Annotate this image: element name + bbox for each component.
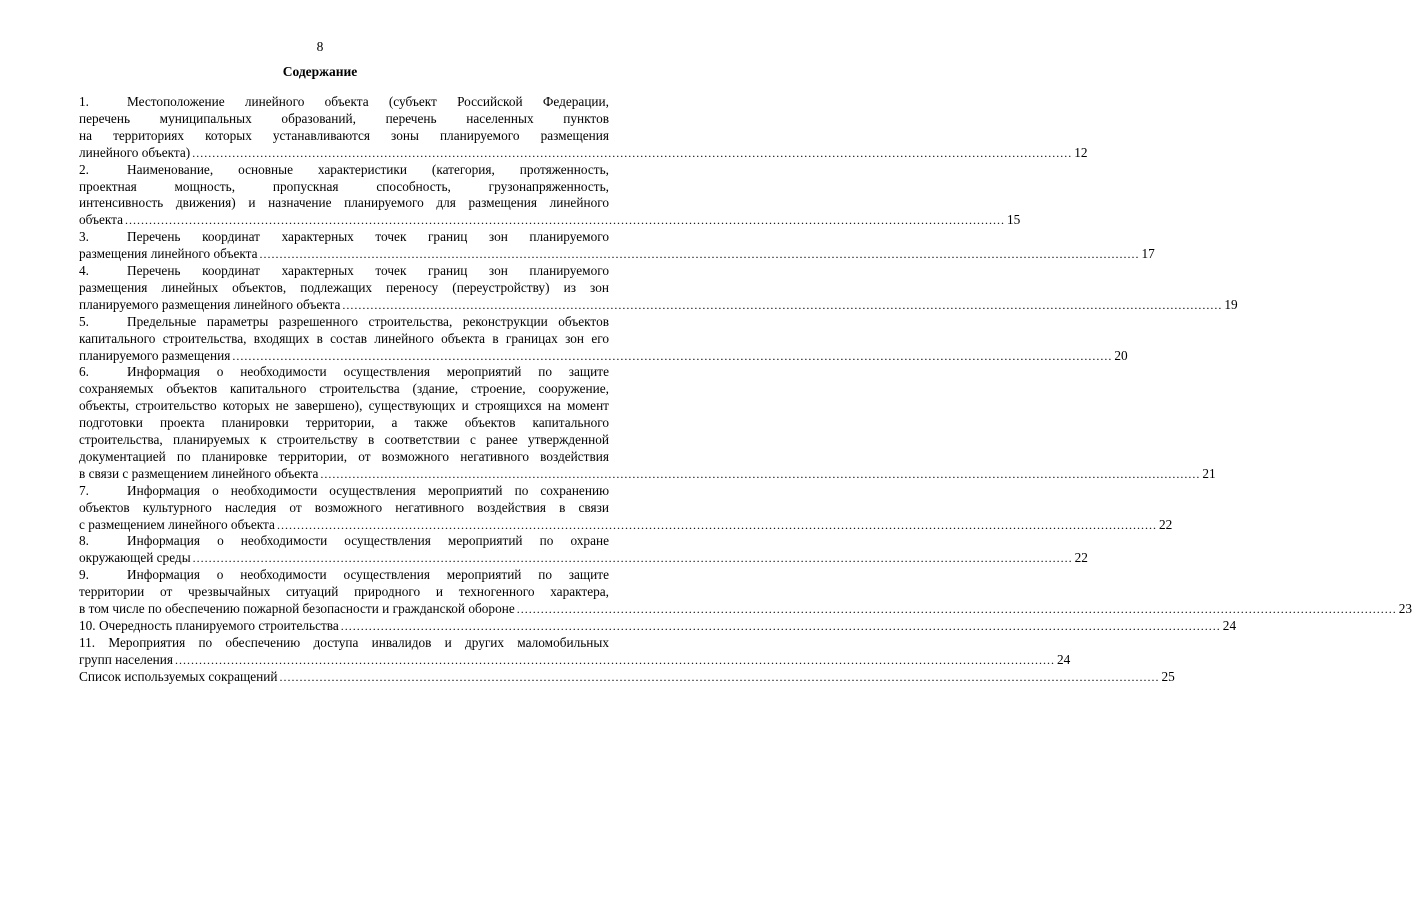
toc-entry-number: 5. xyxy=(79,313,89,329)
toc-entry-text: в том числе по обеспечению пожарной безопасности и гражданской обороне xyxy=(79,601,515,616)
toc-entry-text: Информация о необходимости осуществления мероприятий по защите xyxy=(127,567,609,583)
toc-page-number: 12 xyxy=(1074,144,1088,160)
toc-entry-text: перечень муниципальных образований, перечень населенных пунктов xyxy=(79,110,609,126)
toc-entry-text: объектов культурного наследия от возможного негативного воздействия в связи xyxy=(79,499,609,515)
toc-entry-line xyxy=(79,432,609,448)
toc-entry-text: в связи с размещением линейного объекта xyxy=(79,465,319,481)
toc-entry-last-line xyxy=(79,347,1128,364)
toc-page-number: 19 xyxy=(1224,296,1238,312)
toc-dot-leader: ............................................................................................................................................................................................................................ xyxy=(279,669,1160,684)
toc-entry-line xyxy=(79,584,609,600)
toc-page-number: 17 xyxy=(1141,246,1155,262)
toc-page-number: 23 xyxy=(1398,601,1412,616)
toc-entry-text: Перечень координат характерных точек границ зон планируемого xyxy=(127,263,609,278)
toc-dot-leader: ............................................................................................................................................................................................................................ xyxy=(342,297,1223,312)
toc-dot-leader: ............................................................................................................................................................................................................................ xyxy=(276,517,1157,532)
toc-page-number: 21 xyxy=(1202,465,1216,481)
toc-entry-line xyxy=(79,111,609,127)
page-number: 8 xyxy=(316,39,324,54)
toc-entry-last-line xyxy=(79,212,1021,228)
toc-page-number: 15 xyxy=(1007,212,1021,228)
toc-entry-number: 4. xyxy=(79,263,89,278)
toc-entry-text: строительства, планируемых к строительству в соответствии с ранее утвержденной xyxy=(79,432,609,447)
toc-entry-line xyxy=(79,533,609,549)
toc-entry-line xyxy=(79,449,609,465)
toc-entry-line xyxy=(79,229,609,245)
toc-entry-text: Перечень координат характерных точек границ зон планируемого xyxy=(127,229,609,245)
toc-entry-line xyxy=(79,94,609,110)
toc-entry-line xyxy=(79,500,609,516)
toc-entry-line xyxy=(79,381,609,397)
toc-entry-text: с размещением линейного объекта xyxy=(79,516,275,532)
toc-entry-last-line xyxy=(79,550,1088,566)
toc-entry-line xyxy=(79,195,609,211)
toc-entry-text: линейного объекта) xyxy=(79,144,191,160)
toc-entry-line xyxy=(79,364,609,380)
toc-entry-last-line xyxy=(79,465,1216,482)
toc-entry-text: сохраняемых объектов капитального строительства (здание, строение, сооружение, xyxy=(79,381,609,397)
toc-entry-line xyxy=(79,128,609,144)
toc-page-number: 20 xyxy=(1114,347,1128,363)
toc-entry-last-line xyxy=(79,246,1155,262)
toc-entry-line xyxy=(79,483,609,499)
toc-entry-text: объекты, строительство которых не завершено), существующих и строящихся на момент xyxy=(79,398,609,414)
toc-dot-leader: ............................................................................................................................................................................................................................ xyxy=(125,213,1006,228)
toc-page-number: 25 xyxy=(1161,668,1175,684)
toc-entry-text: планируемого размещения xyxy=(79,347,231,363)
toc-entry-number: 1. xyxy=(79,94,89,109)
toc-entry-line xyxy=(79,331,609,347)
toc-dot-leader: ............................................................................................................................................................................................................................ xyxy=(232,348,1113,363)
toc-entry-text: на территориях которых устанавливаются зоны планируемого размещения xyxy=(79,127,609,143)
toc-entry-text: размещения линейных объектов, подлежащих переносу (переустройству) из зон xyxy=(79,279,609,295)
toc-entry-text: Наименование, основные характеристики (категория, протяженность, xyxy=(127,161,609,177)
toc-entry-line xyxy=(79,314,609,330)
toc-entry-number: 7. xyxy=(79,482,89,498)
toc-entry-line xyxy=(79,162,609,178)
toc-dot-leader: ............................................................................................................................................................................................................................ xyxy=(175,652,1056,667)
toc-entry-text: подготовки проекта планировки территории, а также объектов капитального xyxy=(79,415,609,431)
toc-entry-text: интенсивность движения) и назначение планируемого для размещения линейного xyxy=(79,195,609,211)
toc-entry-text: объекта xyxy=(79,212,124,228)
toc-entry-number: 2. xyxy=(79,161,89,177)
toc-entry-text: групп населения xyxy=(79,651,174,667)
toc-page-number: 24 xyxy=(1222,617,1237,633)
toc-entry-text: капитального строительства, входящих в состав линейного объекта в границах зон его xyxy=(79,330,609,346)
toc-entry-text: территории от чрезвычайных ситуаций природного и техногенного характера, xyxy=(79,584,609,600)
toc-entry-text: 10. Очередность планируемого строительства xyxy=(79,617,339,633)
toc-page-number: 22 xyxy=(1074,550,1088,566)
toc-page-number: 24 xyxy=(1057,651,1071,667)
toc-entry-text: окружающей среды xyxy=(79,550,191,566)
toc-entry-text: 11. Мероприятия по обеспечению доступа инвалидов и других маломобильных xyxy=(79,634,609,650)
toc-entry-line xyxy=(79,179,609,195)
toc-dot-leader: ............................................................................................................................................................................................................................ xyxy=(516,602,1397,616)
toc-page-number: 22 xyxy=(1158,516,1173,532)
toc-dot-leader: ............................................................................................................................................................................................................................ xyxy=(192,145,1073,160)
toc-entry-number: 8. xyxy=(79,533,89,549)
toc-entry-line xyxy=(79,567,609,583)
toc-entry-number: 3. xyxy=(79,229,89,245)
toc-entry-text: Предельные параметры разрешенного строительства, реконструкции объектов xyxy=(127,313,609,329)
toc-entry-last-line xyxy=(79,651,1071,668)
toc-entry-text: документацией по планировке территории, от возможного негативного воздействия xyxy=(79,448,609,464)
toc-entry-text: размещения линейного объекта xyxy=(79,246,258,262)
toc-entry-last-line xyxy=(79,516,1173,533)
toc-entry-last-line xyxy=(79,617,1237,634)
toc-entry-last-line xyxy=(79,296,1238,313)
toc-entry-line xyxy=(79,398,609,414)
toc-dot-leader: ............................................................................................................................................................................................................................ xyxy=(192,551,1073,566)
toc-title: Содержание xyxy=(282,64,358,79)
toc-entry-number: 6. xyxy=(79,364,89,380)
toc-entry-line xyxy=(79,263,609,279)
toc-dot-leader: ............................................................................................................................................................................................................................ xyxy=(320,466,1201,481)
toc-entry-text: Информация о необходимости осуществления мероприятий по защите xyxy=(127,364,609,380)
toc-dot-leader: ............................................................................................................................................................................................................................ xyxy=(259,247,1140,262)
toc-entry-text: Местоположение линейного объекта (субъект Российской Федерации, xyxy=(127,94,609,109)
toc-entry-line xyxy=(79,635,609,651)
toc-entry-last-line xyxy=(79,144,1088,161)
toc-entry-text: планируемого размещения линейного объекта xyxy=(79,296,341,312)
toc-entry-last-line xyxy=(79,668,1175,685)
toc-entry-text: Информация о необходимости осуществления мероприятий по сохранению xyxy=(127,482,609,498)
toc-entry-last-line xyxy=(79,601,1412,617)
toc-entry-line xyxy=(79,415,609,431)
toc-dot-leader: ............................................................................................................................................................................................................................ xyxy=(340,618,1221,633)
toc-entry-number: 9. xyxy=(79,567,89,583)
toc-entry-text: проектная мощность, пропускная способность, грузонапряженность, xyxy=(79,178,609,194)
toc-entry-line xyxy=(79,280,609,296)
toc-entry-text: Информация о необходимости осуществления мероприятий по охране xyxy=(127,533,609,549)
toc-entry-text: Список используемых сокращений xyxy=(79,668,278,684)
